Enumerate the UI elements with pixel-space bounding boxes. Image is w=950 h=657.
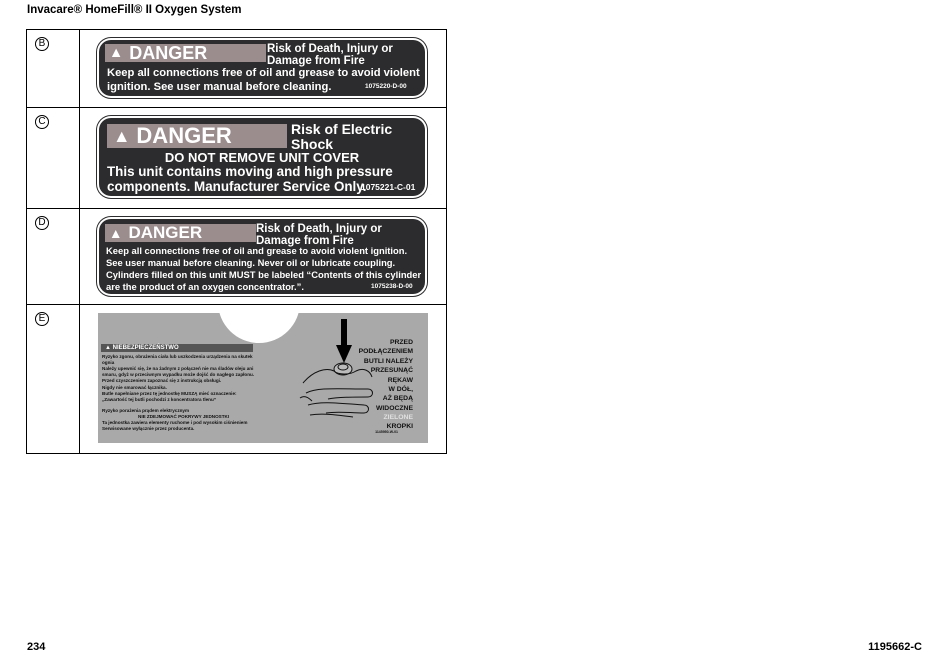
warning-body: This unit contains moving and high pressure components. Manufacturer Service Only.: [107, 164, 393, 194]
warning-triangle-icon: ▲: [109, 45, 124, 61]
polish-warning-label-e: [98, 313, 428, 443]
warning-triangle-icon: ▲: [109, 225, 123, 241]
hazard-title: Risk of Death, Injury or Damage from Fire: [267, 43, 393, 68]
danger-label-fire-b: [99, 40, 425, 96]
row-letter-b: B: [35, 37, 49, 51]
warning-triangle-icon: ▲: [113, 125, 131, 146]
document-number: 1195662-C: [868, 641, 922, 653]
danger-banner: ▲ DANGER: [107, 124, 287, 148]
warning-body: Keep all connections free of oil and grease to avoid violent ignition. See user manual before cleaning.: [107, 67, 420, 93]
danger-banner: ▲ DANGER: [105, 224, 256, 242]
label-row-c: [27, 108, 447, 209]
label-row-b: [27, 30, 447, 108]
warning-body: Keep all connections free of oil and grease to avoid violent ignition. See user manual before cleaning. Never oil or lubricate coupling. Cylinders filled on this unit MUST be labeled “Contents of this cylinder are the product of an oxygen concentrator.”.: [106, 245, 422, 292]
label-row-e: [27, 305, 447, 454]
hazard-title: Risk of Electric Shock: [291, 121, 393, 152]
label-cutout: [218, 313, 300, 343]
label-table: [26, 29, 447, 454]
row-letter-c: C: [35, 115, 49, 129]
page-header: Invacare® HomeFill® II Oxygen System: [27, 4, 242, 16]
label-row-d: [27, 209, 447, 305]
danger-label-fire-d: [99, 219, 425, 294]
hazard-title: Risk of Death, Injury or Damage from Fire: [256, 223, 382, 248]
warning-body: Ryzyko zgonu, obrażenia ciała lub uszkodzenia urządzenia na skutek ognia Należy upewnić się, że na żadnym z połączeń nie ma śladów oleju ani smaru, gdyż w przeciwnym wypadku może dojść do nagłego zapłonu. Przed czyszczeniem zapoznać się z instrukcją obsługi. Nigdy nie smarować łącznika. Butle napełniane przez tę jednostkę MUSZĄ mieć oznaczenie: „Zawartość tej butli pochodzi z koncentratora tlenu” Ryzyko porażenia prądem elektrycznym NIE ZDEJMOWAĆ POKRYWY JEDNOSTKI Ta jednostka zawiera elementy ruchome i pod wysokim ciśnieniem Serwisowane wyłącznie przez producenta.: [102, 354, 255, 432]
warning-triangle-icon: ▲: [105, 345, 111, 351]
row-letter-d: D: [35, 216, 49, 230]
label-code: 1145950-W-01: [375, 430, 398, 434]
row-letter-e: E: [35, 312, 49, 326]
danger-banner: ▲ DANGER: [105, 44, 266, 62]
warning-headline: DO NOT REMOVE UNIT COVER: [164, 150, 360, 165]
danger-banner: ▲ NIEBEZPIECZEŃSTWO: [101, 344, 253, 352]
label-code: 1075238-D-00: [371, 283, 413, 290]
label-code: 1075221-C-01: [361, 182, 416, 192]
page-number: 234: [27, 641, 46, 653]
danger-label-electric-c: [99, 118, 425, 196]
instruction-text: PRZED PODŁĄCZENIEM BUTLI NALEŻY PRZESUNĄĆ RĘKAW W DÓŁ, AŻ BĘDĄ WIDOCZNE ZIELONE KROPKI: [358, 339, 413, 431]
label-code: 1075220-D-00: [365, 83, 407, 90]
